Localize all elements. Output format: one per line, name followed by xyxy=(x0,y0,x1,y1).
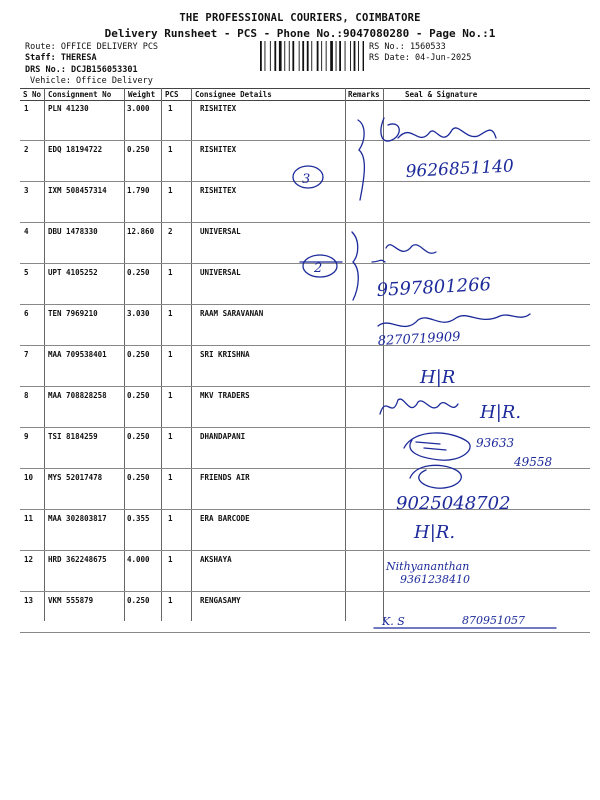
cell-consignment-no: MAA 302803817 xyxy=(48,514,107,523)
cell-sno: 6 xyxy=(24,309,29,318)
cell-consignment-no: TSI 8184259 xyxy=(48,432,98,441)
cell-weight: 0.250 xyxy=(127,145,150,154)
cell-consignee: UNIVERSAL xyxy=(200,268,241,277)
cell-consignee: AKSHAYA xyxy=(200,555,232,564)
handwritten-hr-1: H|R xyxy=(420,367,456,388)
cell-weight: 4.000 xyxy=(127,555,150,564)
rs-date: RS Date: 04-Jun-2025 xyxy=(369,53,472,63)
cell-consignment-no: IXM 508457314 xyxy=(48,186,107,195)
cell-sno: 8 xyxy=(24,391,29,400)
cell-sno: 5 xyxy=(24,268,29,277)
cell-pcs: 1 xyxy=(168,596,173,605)
cell-sno: 9 xyxy=(24,432,29,441)
circled-number-3: 3 xyxy=(302,172,311,187)
circled-number-2: 2 xyxy=(314,261,323,276)
cell-sno: 12 xyxy=(24,555,34,564)
route-label: Route: OFFICE DELIVERY PCS xyxy=(25,42,159,52)
col-weight-header: Weight xyxy=(128,90,156,99)
runsheet-subtitle: Delivery Runsheet - PCS - Phone No.:9047080280 - Page No.:1 xyxy=(104,27,496,40)
cell-consignment-no: MAA 708828258 xyxy=(48,391,107,400)
cell-pcs: 1 xyxy=(168,145,173,154)
company-title: THE PROFESSIONAL COURIERS, COIMBATORE xyxy=(179,12,421,24)
cell-consignee: RISHITEX xyxy=(200,104,237,113)
cell-weight: 0.355 xyxy=(127,514,150,523)
cell-consignee: RENGASAMY xyxy=(200,596,241,605)
staff-label: Staff: THERESA xyxy=(25,53,97,63)
cell-sno: 7 xyxy=(24,350,29,359)
cell-weight: 3.000 xyxy=(127,104,150,113)
cell-pcs: 1 xyxy=(168,555,173,564)
vehicle-label: Vehicle: Office Delivery xyxy=(30,76,153,86)
handwritten-phone-3: 8270719909 xyxy=(377,329,461,349)
cell-consignment-no: MAA 709538401 xyxy=(48,350,107,359)
handwritten-phone-2: 9597801266 xyxy=(376,274,492,301)
col-consignee-header: Consignee Details xyxy=(195,90,272,99)
cell-consignee: RISHITEX xyxy=(200,186,237,195)
cell-pcs: 1 xyxy=(168,186,173,195)
cell-pcs: 1 xyxy=(168,514,173,523)
cell-weight: 0.250 xyxy=(127,473,150,482)
cell-consignee: RAAM SARAVANAN xyxy=(200,309,264,318)
handwritten-name-12: Nithyananthan xyxy=(386,560,470,573)
cell-consignment-no: MYS 52017478 xyxy=(48,473,103,482)
cell-consignment-no: PLN 41230 xyxy=(48,104,89,113)
cell-weight: 0.250 xyxy=(127,350,150,359)
cell-weight: 0.250 xyxy=(127,268,150,277)
cell-sno: 3 xyxy=(24,186,29,195)
cell-pcs: 1 xyxy=(168,350,173,359)
cell-sno: 13 xyxy=(24,596,34,605)
signature-ink xyxy=(398,128,496,138)
handwritten-hr-2: H|R. xyxy=(480,402,522,423)
cell-consignment-no: VKM 555879 xyxy=(48,596,94,605)
signature-ink xyxy=(381,118,399,141)
col-consignment-header: Consignment No xyxy=(48,90,112,99)
signature-ink xyxy=(416,442,446,450)
cell-pcs: 1 xyxy=(168,268,173,277)
cell-pcs: 1 xyxy=(168,104,173,113)
cell-consignment-no: TEN 7969210 xyxy=(48,309,98,318)
signature-ink xyxy=(386,245,436,254)
cell-consignee: DHANDAPANI xyxy=(200,432,246,441)
cell-consignee: RISHITEX xyxy=(200,145,237,154)
bracket-ink xyxy=(352,232,358,300)
col-pcs-header: PCS xyxy=(165,90,179,99)
cell-pcs: 1 xyxy=(168,432,173,441)
cell-pcs: 2 xyxy=(168,227,173,236)
cell-sno: 1 xyxy=(24,104,29,113)
cell-consignee: SRI KRISHNA xyxy=(200,350,250,359)
cell-sno: 2 xyxy=(24,145,29,154)
cell-consignee: FRIENDS AIR xyxy=(200,473,250,482)
signature-ink xyxy=(410,465,461,488)
cell-consignee: ERA BARCODE xyxy=(200,514,250,523)
handwritten-hr-3: H|R. xyxy=(414,522,456,543)
handwritten-phone-12: 9361238410 xyxy=(400,573,470,586)
handwritten-phone-5: 9025048702 xyxy=(396,493,511,514)
signature-ink xyxy=(404,433,470,460)
drs-number: DRS No.: DCJB156053301 xyxy=(25,65,138,75)
cell-weight: 0.250 xyxy=(127,432,150,441)
handwritten-phone-4b: 49558 xyxy=(514,455,553,469)
cell-weight: 3.030 xyxy=(127,309,150,318)
signature-ink xyxy=(378,314,530,326)
col-seal-header: Seal & Signature xyxy=(405,90,478,99)
col-remarks-header: Remarks xyxy=(348,90,380,99)
cell-consignee: MKV TRADERS xyxy=(200,391,250,400)
cell-pcs: 1 xyxy=(168,473,173,482)
bracket-ink xyxy=(372,260,385,262)
rs-number: RS No.: 1560533 xyxy=(369,42,446,52)
signature-ink xyxy=(380,399,458,414)
cell-consignment-no: HRD 362248675 xyxy=(48,555,107,564)
cell-pcs: 1 xyxy=(168,391,173,400)
cell-consignment-no: DBU 1478330 xyxy=(48,227,98,236)
col-sno-header: S No xyxy=(23,90,42,99)
cell-weight: 0.250 xyxy=(127,391,150,400)
cell-sno: 10 xyxy=(24,473,34,482)
cell-consignee: UNIVERSAL xyxy=(200,227,241,236)
cell-sno: 4 xyxy=(24,227,29,236)
cell-consignment-no: UPT 4105252 xyxy=(48,268,98,277)
handwritten-phone-13: 870951057 xyxy=(462,614,525,627)
cell-weight: 1.790 xyxy=(127,186,150,195)
cell-consignment-no: EDQ 18194722 xyxy=(48,145,103,154)
bracket-ink xyxy=(358,120,364,200)
cell-pcs: 1 xyxy=(168,309,173,318)
handwritten-phone-4a: 93633 xyxy=(476,436,515,450)
cell-weight: 12.860 xyxy=(127,227,155,236)
handwritten-signature-13: K. S xyxy=(382,615,405,628)
cell-weight: 0.250 xyxy=(127,596,150,605)
cell-sno: 11 xyxy=(24,514,34,523)
handwritten-phone-1: 9626851140 xyxy=(405,156,515,182)
